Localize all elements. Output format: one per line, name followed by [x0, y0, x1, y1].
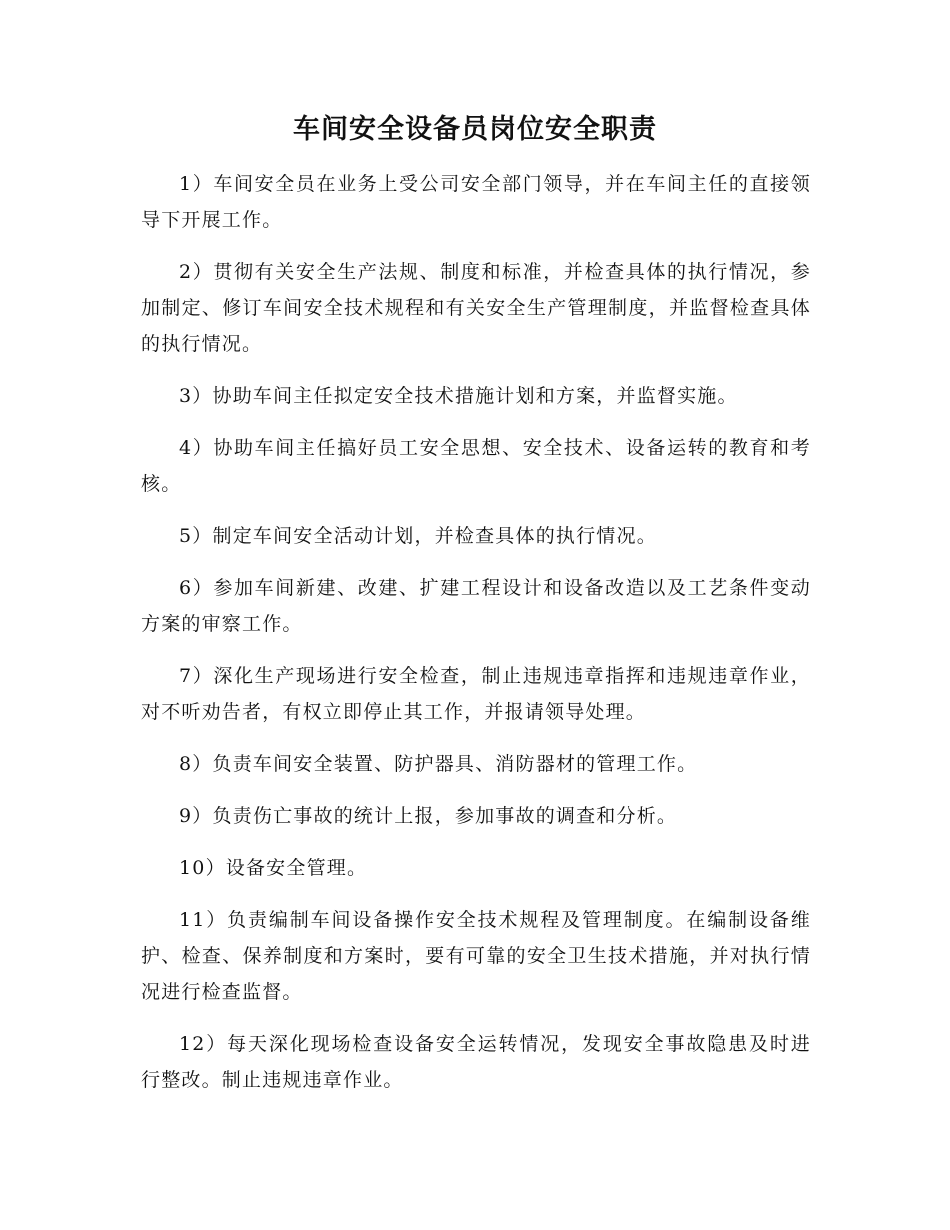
paragraph-7: 7）深化生产现场进行安全检查，制止违规违章指挥和违规违章作业，对不听劝告者，有权立即停止其工作，并报请领导处理。 — [141, 665, 811, 723]
paragraph-5: 5）制定车间安全活动计划，并检查具体的执行情况。 — [179, 525, 657, 547]
paragraph-4: 4）协助车间主任搞好员工安全思想、安全技术、设备运转的教育和考核。 — [141, 437, 811, 495]
paragraph-2: 2）贯彻有关安全生产法规、制度和标准，并检查具体的执行情况，参加制定、修订车间安全技术规程和有关安全生产管理制度，并监督检查具体的执行情况。 — [141, 261, 811, 355]
paragraph-9: 9）负责伤亡事故的统计上报，参加事故的调查和分析。 — [179, 805, 678, 827]
paragraph-11: 11）负责编制车间设备操作安全技术规程及管理制度。在编制设备维护、检查、保养制度和方案时，要有可靠的安全卫生技术措施，并对执行情况进行检查监督。 — [141, 909, 811, 1003]
paragraph-10: 10）设备安全管理。 — [179, 857, 368, 879]
paragraph-12: 12）每天深化现场检查设备安全运转情况，发现安全事故隐患及时进行整改。制止违规违章作业。 — [141, 1033, 811, 1091]
document-title: 车间安全设备员岗位安全职责 — [293, 114, 657, 145]
paragraph-8: 8）负责车间安全装置、防护器具、消防器材的管理工作。 — [179, 753, 698, 775]
document-body — [141, 166, 811, 1114]
paragraph-1: 1）车间安全员在业务上受公司安全部门领导，并在车间主任的直接领导下开展工作。 — [141, 173, 811, 231]
paragraph-6: 6）参加车间新建、改建、扩建工程设计和设备改造以及工艺条件变动方案的审察工作。 — [141, 577, 811, 635]
paragraph-3: 3）协助车间主任拟定安全技术措施计划和方案，并监督实施。 — [179, 385, 738, 407]
